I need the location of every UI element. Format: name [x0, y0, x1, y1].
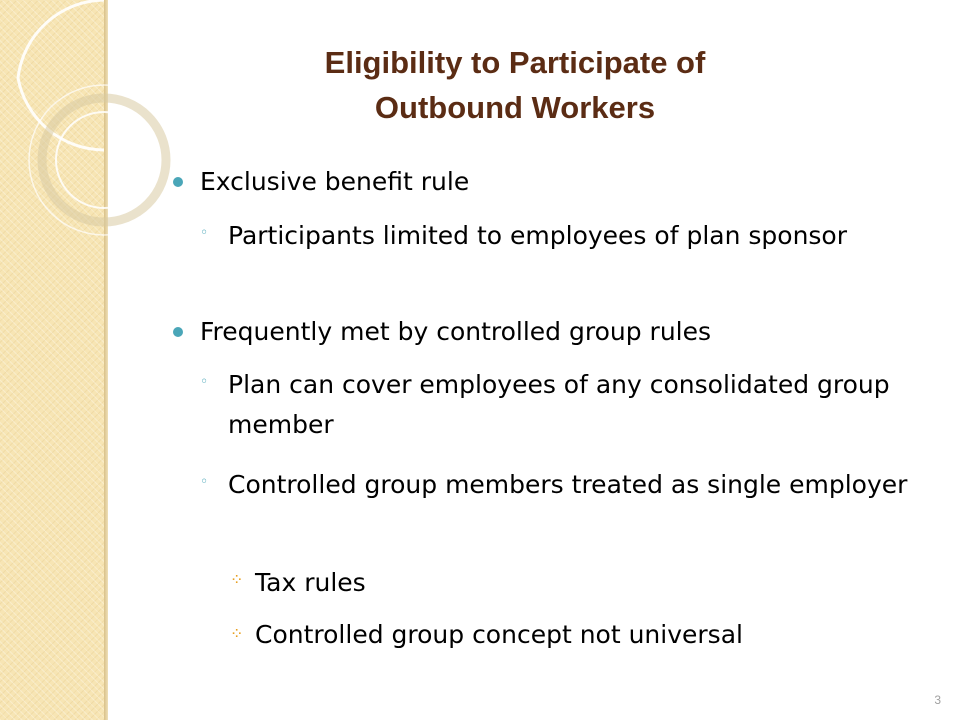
bullet-text: Participants limited to employees of plan sponsor: [228, 221, 848, 250]
bullet-dot-icon: [173, 327, 183, 337]
bullet-text: Controlled group concept not universal: [255, 620, 743, 649]
sub-sub-bullet-star-icon: ⁘: [230, 624, 244, 643]
bullet-text: Tax rules: [255, 568, 366, 597]
bullet-text: Exclusive benefit rule: [200, 167, 470, 196]
bullet-item: [200, 162, 900, 202]
sub-sub-bullet-star-icon: ⁘: [230, 570, 244, 589]
page-number: 3: [934, 693, 941, 707]
bullet-item: [200, 312, 920, 352]
sub-sub-bullet-item: [255, 563, 905, 603]
title-line-1: Eligibility to Participate of: [324, 45, 706, 80]
sub-bullet-item: [228, 465, 908, 505]
bullet-text: Plan can cover employees of any consolidated group member: [228, 370, 890, 439]
bullet-text: Controlled group members treated as single employer: [228, 470, 908, 499]
title-line-2: Outbound Workers: [374, 90, 656, 125]
bullet-text: Frequently met by controlled group rules: [200, 317, 712, 346]
sub-bullet-ring-icon: ◦: [200, 374, 209, 390]
sub-bullet-ring-icon: ◦: [200, 474, 209, 490]
bullet-dot-icon: [173, 177, 183, 187]
sub-bullet-item: [228, 216, 858, 256]
sub-bullet-item: [228, 365, 928, 445]
sub-bullet-ring-icon: ◦: [200, 225, 209, 241]
sub-sub-bullet-item: [255, 615, 915, 655]
